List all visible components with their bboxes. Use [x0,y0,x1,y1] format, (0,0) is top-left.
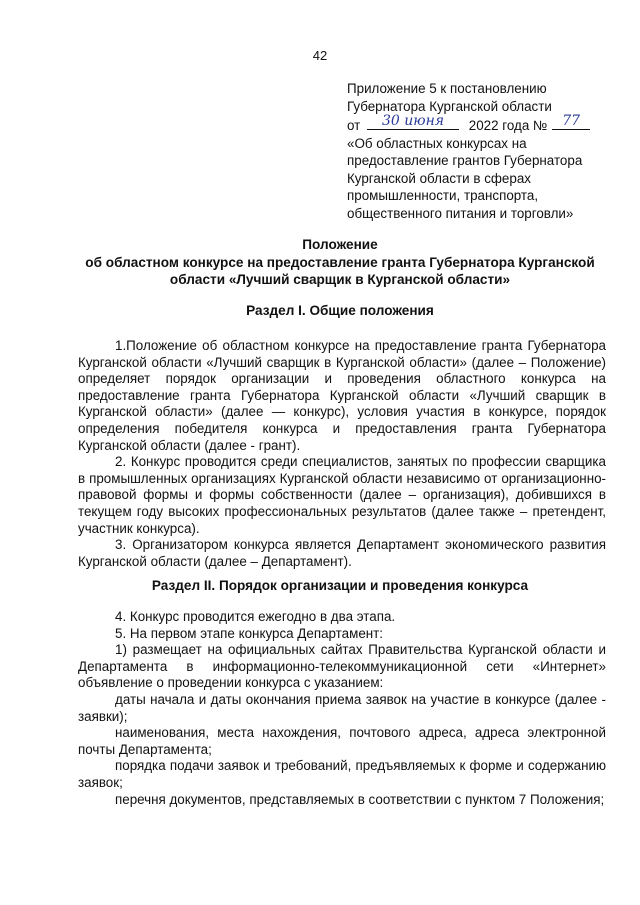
list-item-dates: даты начала и даты окончания приема заявок на участие в конкурсе (далее - заявки); [78,691,606,724]
section-1-body [78,338,606,570]
annex-line-7: промышленности, транспорта, [347,188,539,203]
list-item-address: наименования, места нахождения, почтового адреса, адреса электронной почты Департамента; [78,725,606,757]
section-2-body [78,609,606,808]
section-1-heading: Раздел I. Общие положения [246,303,434,318]
list-item-documents: перечня документов, представляемых в соответствии с пунктом 7 Положения; [115,791,605,807]
annex-line-6: Курганской области в сферах [347,170,531,186]
paragraph-2: 2. Конкурс проводится среди специалистов, занятых по профессии сварщика в промышленных организациях Курганской области независимо от организационно-правовой формы и формы собственности (далее – организация), добившихся в текущем году высоких профессиональных результатов (далее также – претендент, участник конкурса). [78,454,606,536]
paragraph-5-1: 1) размещает на официальных сайтах Правительства Курганской области и Департамента в информационно-телекоммуникационной сети «Интернет» объявление о проведении конкурса с указанием: [78,642,606,691]
annex-year-text: 2022 года № [468,118,548,133]
document-title [70,236,610,289]
section-2-heading: Раздел II. Порядок организации и проведения конкурса [151,578,529,593]
list-item-procedure: порядка подачи заявок и требований, предъявляемых к форме и содержанию заявок; [78,758,606,790]
paragraph-3: 3. Организатором конкурса является Департамент экономического развития Курганской области (далее – Департамент). [78,537,606,569]
handwritten-date: 30 июня [381,113,445,129]
annex-line-2: Губернатора Курганской области [347,98,552,114]
page-number: 42 [312,48,328,63]
handwritten-number: 77 [562,113,581,129]
annex-reference [347,80,617,222]
annex-line-1: Приложение 5 к постановлению [347,81,547,96]
annex-line-8: общественного питания и торговли» [347,205,574,221]
paragraph-4: 4. Конкурс проводится ежегодно в два этапа. [115,609,396,624]
paragraph-1: 1.Положение об областном конкурсе на предоставление гранта Губернатора Курганской области «Лучший сварщик в Курганской области» (далее – Положение) определяет порядок организации и проведения областного конкурса на предоставление гранта Губернатора Курганской области «Лучший сварщик в Курганской области» (далее — конкурс), условия участия в конкурсе, порядок определения победителя конкурса и предоставления гранта Губернатора Курганской области (далее - грант). [78,338,606,453]
annex-from-prefix: от [347,118,361,133]
annex-date-line [347,115,617,135]
annex-line-5: предоставление грантов Губернатора [347,153,583,168]
handwritten-date-field [367,115,459,130]
title-line-2: об областном конкурсе на предоставление гранта Губернатора Курганской [85,254,595,270]
handwritten-number-field [552,115,590,130]
annex-line-4: «Об областных конкурсах на [347,135,527,151]
title-line-1: Положение [302,237,378,252]
title-line-3: области «Лучший сварщик в Курганской области» [169,272,511,287]
paragraph-5: 5. На первом этапе конкурса Департамент: [115,625,384,641]
